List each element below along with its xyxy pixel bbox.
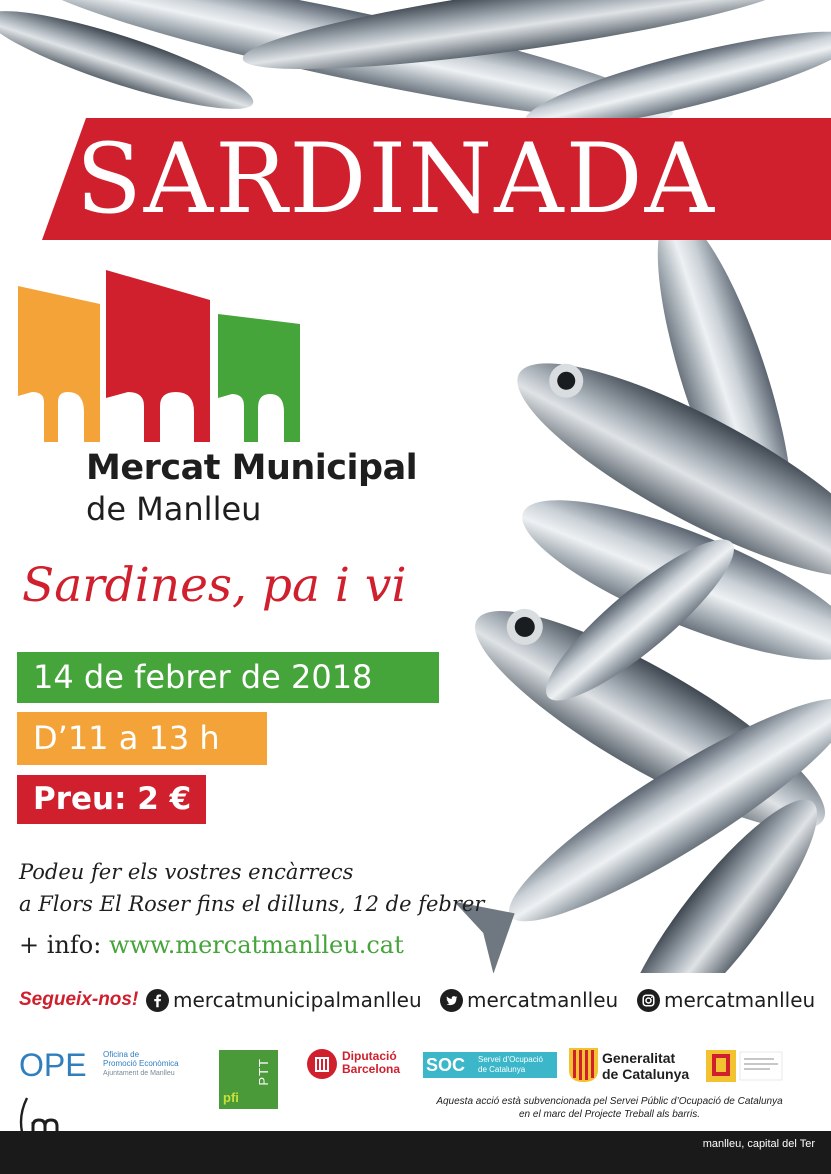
ope-name-line-1: Oficina de (103, 1050, 140, 1059)
diputacio-crest-icon (306, 1048, 338, 1080)
ptt-label: PTT (256, 1058, 271, 1086)
diputacio-line-1: Diputació (342, 1049, 397, 1063)
facebook-icon (146, 989, 169, 1012)
facebook-handle: mercatmunicipalmanlleu (173, 988, 422, 1012)
diputacio-name (342, 1050, 400, 1076)
generalitat-line-2: de Catalunya (602, 1066, 690, 1082)
twitter-link[interactable] (440, 985, 618, 1015)
diputacio-line-2: Barcelona (342, 1062, 401, 1076)
facebook-link[interactable] (146, 985, 422, 1015)
follow-label: Segueix-nos! (19, 989, 139, 1010)
more-info (19, 928, 404, 962)
event-title: SARDINADA (76, 123, 716, 235)
generalitat-line-1: Generalitat (602, 1050, 676, 1066)
event-time: D’11 a 13 h (17, 712, 267, 765)
pfi-label: pfi (223, 1090, 239, 1105)
ope-abbr: OPE (19, 1047, 87, 1082)
instagram-link[interactable] (637, 985, 815, 1015)
generalitat-name (602, 1050, 689, 1082)
soc-line-2: de Catalunya (478, 1065, 526, 1074)
organizer-location: de Manlleu (86, 490, 262, 528)
mercat-logo-icon (18, 270, 302, 442)
soc-abbr: SOC (426, 1055, 466, 1075)
generalitat-flag-icon (569, 1048, 598, 1082)
subsidy-disclaimer (402, 1095, 817, 1121)
ministerio-crest-icon (706, 1048, 784, 1084)
soc-line-1: Servei d’Ocupació (478, 1055, 543, 1064)
more-info-label: + info: (19, 931, 102, 959)
disclaimer-line-1: Aquesta acció està subvencionada pel Servei Públic d’Ocupació de Catalunya (436, 1096, 783, 1107)
event-date: 14 de febrer de 2018 (17, 652, 439, 703)
twitter-handle: mercatmanlleu (467, 988, 619, 1012)
footer-slogan: manlleu, capital del Ter (702, 1138, 815, 1150)
order-info-line-2: a Flors El Roser fins el dilluns, 12 de febrer (19, 892, 485, 916)
twitter-icon (440, 989, 463, 1012)
instagram-handle: mercatmanlleu (664, 988, 816, 1012)
ope-logo-icon (19, 1046, 109, 1082)
website-link[interactable]: www.mercatmanlleu.cat (108, 931, 404, 959)
organizer-name: Mercat Municipal (86, 448, 418, 488)
tagline: Sardines, pa i vi (22, 558, 407, 613)
event-price: Preu: 2 € (17, 775, 206, 824)
ope-name-line-2: Promoció Econòmica (103, 1059, 179, 1068)
soc-name (478, 1055, 543, 1075)
ope-subtitle: Ajuntament de Manlleu (103, 1070, 175, 1077)
disclaimer-line-2: en el marc del Projecte Treball als barris. (519, 1109, 700, 1120)
order-info-line-1: Podeu fer els vostres encàrrecs (19, 860, 354, 884)
ope-name (103, 1050, 179, 1068)
instagram-icon (637, 989, 660, 1012)
